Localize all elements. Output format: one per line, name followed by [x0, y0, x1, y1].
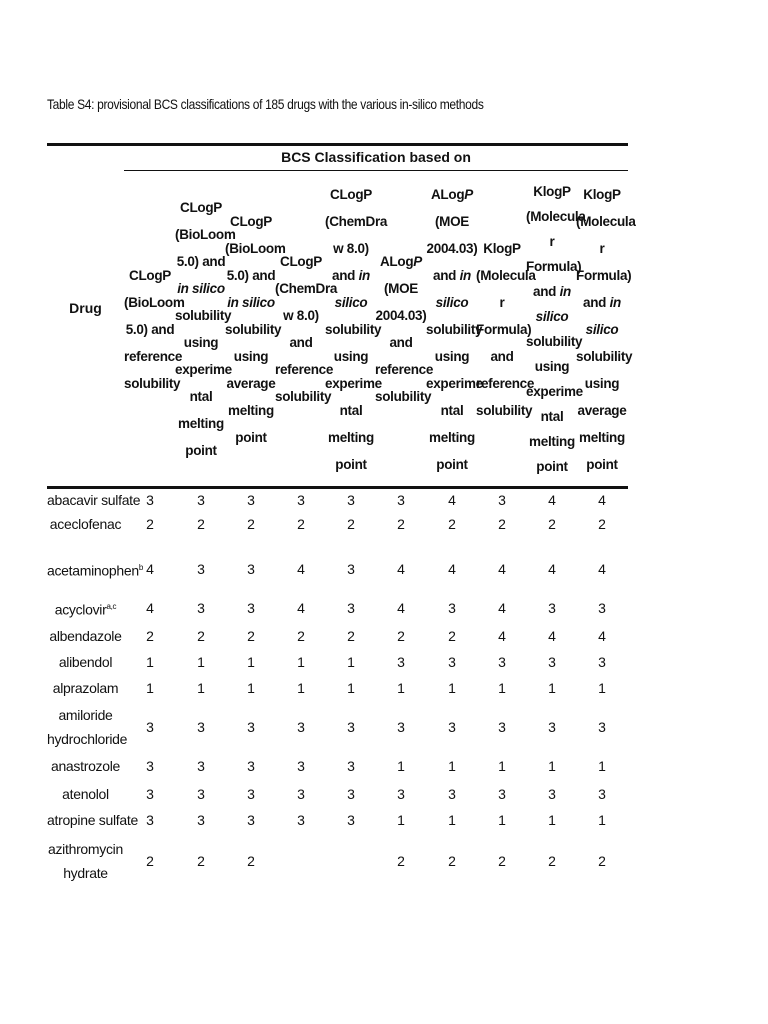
bcs-class-cell: 1 — [548, 680, 556, 696]
column-header-line: solubility — [225, 321, 282, 337]
drug-name-line: atropine sulfate — [47, 812, 138, 828]
column-header-line: Formula) — [576, 267, 632, 283]
column-header-line: average — [226, 375, 276, 391]
column-header-6 — [375, 172, 434, 486]
bcs-class-cell: 3 — [498, 719, 506, 735]
bcs-class-cell: 2 — [598, 853, 606, 869]
bcs-class-cell: 3 — [598, 786, 606, 802]
drug-name-line: albendazole — [49, 628, 122, 644]
bcs-class-cell: 3 — [347, 812, 355, 828]
column-header-line: 2004.03) — [375, 308, 427, 323]
bcs-class-cell: 2 — [498, 853, 506, 869]
bcs-class-cell: 1 — [498, 758, 506, 774]
column-header-line: and in — [533, 284, 571, 299]
bcs-class-cell: 1 — [397, 680, 405, 696]
bcs-class-cell: 1 — [247, 680, 255, 696]
bcs-class-cell: 1 — [448, 680, 456, 696]
column-header-line: melting — [529, 434, 575, 449]
bcs-class-cell: 2 — [448, 853, 456, 869]
bcs-class-cell: 3 — [247, 561, 255, 577]
bcs-class-cell: 2 — [548, 853, 556, 869]
column-header-line: solubility — [526, 334, 583, 349]
bcs-class-cell: 4 — [598, 628, 606, 644]
drug-name — [47, 550, 143, 588]
bcs-class-cell: 3 — [297, 786, 305, 802]
bcs-class-cell: 1 — [297, 680, 305, 696]
bcs-class-cell: 4 — [146, 561, 154, 577]
bcs-class-cell: 1 — [548, 812, 556, 828]
column-header-line: solubility — [275, 389, 332, 404]
bcs-class-cell: 3 — [247, 758, 255, 774]
bcs-class-cell: 3 — [197, 719, 205, 735]
column-header-line: (Molecula — [476, 267, 536, 283]
table-top-rule — [47, 143, 628, 146]
drug-name-line: acyclovir$^{a,c}$ — [54, 601, 117, 618]
column-header-line: CLogP — [280, 254, 322, 269]
column-header-line: ntal — [440, 402, 464, 418]
bcs-class-cell: 3 — [247, 600, 255, 616]
bcs-class-cell: 3 — [197, 600, 205, 616]
bcs-class-cell: 4 — [297, 600, 305, 616]
bcs-class-cell: 1 — [297, 654, 305, 670]
drug-name — [47, 487, 141, 513]
bcs-class-cell: 2 — [247, 853, 255, 869]
column-header-2 — [175, 172, 236, 486]
drug-name — [47, 649, 124, 675]
bcs-class-cell: 3 — [197, 561, 205, 577]
column-header-line: KlogP — [533, 184, 571, 199]
column-header-line: using — [333, 348, 369, 364]
column-header-line: and — [389, 335, 413, 350]
bcs-class-cell: 3 — [448, 786, 456, 802]
column-header-line: ntal — [540, 409, 564, 424]
bcs-class-cell: 3 — [197, 758, 205, 774]
bcs-class-cell: 3 — [146, 758, 154, 774]
bcs-class-cell: 1 — [548, 758, 556, 774]
bcs-class-cell — [331, 836, 371, 886]
column-header-line: solubility — [426, 321, 483, 337]
bcs-class-cell: 3 — [448, 719, 456, 735]
column-header-line: in silico — [227, 294, 275, 310]
bcs-class-cell: 3 — [498, 654, 506, 670]
column-header-line: (Molecula — [526, 209, 586, 224]
bcs-class-cell: 1 — [347, 680, 355, 696]
column-header-line: melting — [178, 416, 224, 431]
column-header-line: CLogP — [330, 186, 372, 202]
drug-name — [47, 704, 128, 750]
drug-name — [47, 836, 124, 886]
bcs-class-cell: 3 — [197, 812, 205, 828]
bcs-class-cell: 2 — [397, 516, 405, 532]
bcs-class-cell: 3 — [197, 492, 205, 508]
bcs-class-cell: 3 — [146, 719, 154, 735]
column-header-line: r — [549, 234, 555, 249]
bcs-class-cell: 4 — [397, 600, 405, 616]
column-header-line: and — [289, 335, 313, 350]
bcs-class-cell: 3 — [397, 654, 405, 670]
drug-name — [47, 781, 124, 807]
bcs-class-cell: 3 — [498, 786, 506, 802]
bcs-class-cell: 2 — [397, 853, 405, 869]
bcs-class-cell: 2 — [397, 628, 405, 644]
column-header-line: r — [499, 294, 505, 310]
bcs-class-cell: 4 — [548, 561, 556, 577]
bcs-class-cell: 3 — [347, 600, 355, 616]
column-header-line: reference — [375, 362, 434, 377]
column-header-line: (BioLoom — [225, 240, 286, 256]
bcs-class-cell: 3 — [397, 492, 405, 508]
column-header-line: using — [584, 375, 620, 391]
bcs-class-cell: 4 — [297, 561, 305, 577]
column-header-line: silico — [535, 309, 569, 324]
column-header-line: average — [577, 402, 627, 418]
column-header-line: experime — [175, 362, 232, 377]
bcs-class-cell: 3 — [146, 812, 154, 828]
bcs-class-cell: 4 — [448, 561, 456, 577]
bcs-class-cell: 2 — [197, 853, 205, 869]
bcs-class-cell: 2 — [297, 628, 305, 644]
bcs-class-cell: 4 — [146, 600, 154, 616]
bcs-class-cell: 2 — [448, 516, 456, 532]
column-header-9 — [526, 172, 586, 486]
bcs-class-cell: 3 — [347, 561, 355, 577]
drug-name-line: aceclofenac — [49, 516, 122, 532]
column-header-line: silico — [585, 321, 619, 337]
drug-name — [47, 675, 124, 701]
column-header-line: w 8.0) — [283, 308, 319, 323]
bcs-class-cell: 2 — [146, 628, 154, 644]
bcs-class-cell: 3 — [598, 600, 606, 616]
table-row — [47, 675, 628, 701]
table-row — [47, 623, 628, 649]
bcs-class-cell: 3 — [146, 492, 154, 508]
bcs-class-cell: 3 — [297, 719, 305, 735]
column-header-line: and in — [332, 267, 370, 283]
drug-name — [47, 511, 124, 537]
column-header-line: point — [335, 456, 367, 472]
bcs-class-cell: 3 — [347, 719, 355, 735]
bcs-class-cell: 3 — [347, 786, 355, 802]
column-header-line: solubility — [124, 375, 181, 391]
column-header-line: silico — [334, 294, 368, 310]
table-row — [47, 511, 628, 537]
column-header-line: experime — [526, 384, 583, 399]
bcs-class-cell: 3 — [247, 786, 255, 802]
column-header-line: point — [235, 429, 267, 445]
bcs-class-cell: 3 — [598, 719, 606, 735]
column-header-line: w 8.0) — [333, 240, 369, 256]
footnote-marker: b — [138, 562, 143, 572]
column-header-line: solubility — [576, 348, 633, 364]
bcs-class-cell: 2 — [297, 516, 305, 532]
column-header-1 — [124, 172, 185, 486]
bcs-class-cell: 4 — [548, 492, 556, 508]
drug-name — [47, 753, 124, 779]
bcs-class-cell: 1 — [397, 812, 405, 828]
bcs-class-cell: 2 — [598, 516, 606, 532]
column-header-line: solubility — [175, 308, 232, 323]
bcs-class-cell: 1 — [498, 812, 506, 828]
bcs-class-cell: 3 — [197, 786, 205, 802]
column-header-line: 5.0) and — [226, 267, 276, 283]
bcs-class-cell: 4 — [598, 492, 606, 508]
column-header-line: and in — [583, 294, 621, 310]
bcs-class-cell: 3 — [448, 654, 456, 670]
bcs-class-cell: 4 — [448, 492, 456, 508]
column-header-line: experime — [426, 375, 483, 391]
column-header-line: and — [490, 348, 514, 364]
column-header-line: (MOE — [383, 281, 419, 296]
bcs-class-cell — [281, 836, 321, 886]
column-header-line: reference — [124, 348, 183, 364]
column-header-line: 5.0) and — [125, 321, 175, 337]
bcs-class-cell: 3 — [347, 492, 355, 508]
table-row — [47, 836, 628, 886]
column-header-line: point — [586, 456, 618, 472]
drug-name-line: alprazolam — [52, 680, 119, 696]
column-header-line: point — [185, 443, 217, 458]
column-header-line: 2004.03) — [426, 240, 478, 256]
drug-name-line: atenolol — [62, 786, 109, 802]
column-header-line: CLogP — [129, 267, 171, 283]
bcs-class-cell: 3 — [548, 600, 556, 616]
column-header-line: solubility — [476, 402, 533, 418]
column-header-line: and in — [433, 267, 471, 283]
bcs-class-cell: 2 — [548, 516, 556, 532]
column-header-line: KlogP — [583, 186, 621, 202]
column-header-line: point — [436, 456, 468, 472]
column-header-line: Formula) — [526, 259, 582, 274]
table-row — [47, 550, 628, 588]
column-header-line: using — [233, 348, 269, 364]
bcs-class-cell: 1 — [146, 680, 154, 696]
bcs-class-cell: 2 — [197, 628, 205, 644]
bcs-class-cell: 2 — [448, 628, 456, 644]
bcs-class-cell: 3 — [247, 719, 255, 735]
column-header-3 — [225, 172, 286, 486]
group-header-rule — [124, 170, 628, 171]
column-header-line: reference — [275, 362, 334, 377]
group-header: BCS Classification based on — [281, 149, 471, 165]
bcs-class-cell: 3 — [297, 758, 305, 774]
column-header-line: ALogP — [379, 254, 422, 269]
bcs-class-cell: 1 — [197, 654, 205, 670]
drug-name-line: azithromycin — [48, 841, 123, 857]
bcs-class-cell: 1 — [598, 680, 606, 696]
bcs-class-cell: 3 — [247, 492, 255, 508]
bcs-class-cell: 2 — [347, 628, 355, 644]
bcs-class-cell: 3 — [397, 719, 405, 735]
column-header-line: in silico — [177, 281, 225, 296]
table-row — [47, 487, 628, 513]
column-header-4 — [275, 172, 338, 486]
column-header-line: Formula) — [476, 321, 532, 337]
column-header-line: melting — [328, 429, 374, 445]
bcs-class-cell: 1 — [498, 680, 506, 696]
column-header-line: experime — [325, 375, 382, 391]
column-header-line: ALogP — [430, 186, 473, 202]
bcs-class-cell: 4 — [498, 600, 506, 616]
drug-name — [47, 594, 124, 622]
drug-name — [47, 623, 124, 649]
drug-name-line: acetaminophen$^b$ — [47, 562, 143, 579]
bcs-class-cell: 3 — [548, 719, 556, 735]
bcs-class-cell: 1 — [247, 654, 255, 670]
table-row — [47, 753, 628, 779]
drug-name-line: alibendol — [58, 654, 113, 670]
bcs-class-cell: 4 — [548, 628, 556, 644]
footnote-marker: a,c — [106, 601, 117, 611]
drug-name-line: hydrochloride — [47, 731, 128, 747]
column-header-line: KlogP — [483, 240, 521, 256]
column-header-line: using — [434, 348, 470, 364]
bcs-class-cell: 2 — [146, 516, 154, 532]
table-row — [47, 807, 628, 833]
bcs-class-cell: 1 — [448, 812, 456, 828]
bcs-class-cell: 1 — [397, 758, 405, 774]
bcs-class-cell: 2 — [197, 516, 205, 532]
bcs-class-cell: 2 — [247, 516, 255, 532]
column-header-line: (ChemDra — [275, 281, 338, 296]
bcs-class-cell: 3 — [146, 786, 154, 802]
bcs-class-cell: 3 — [598, 654, 606, 670]
column-header-line: melting — [579, 429, 625, 445]
table-row — [47, 704, 628, 750]
column-header-line: r — [599, 240, 605, 256]
bcs-class-cell: 3 — [347, 758, 355, 774]
table-row — [47, 781, 628, 807]
bcs-class-cell: 1 — [598, 758, 606, 774]
bcs-class-cell: 3 — [548, 654, 556, 670]
column-header-line: silico — [435, 294, 469, 310]
column-header-line: reference — [476, 375, 535, 391]
bcs-class-cell: 1 — [197, 680, 205, 696]
bcs-class-cell: 3 — [297, 812, 305, 828]
bcs-class-cell: 4 — [498, 628, 506, 644]
bcs-class-cell: 2 — [247, 628, 255, 644]
column-header-line: solubility — [375, 389, 432, 404]
bcs-class-cell: 2 — [347, 516, 355, 532]
column-header-line: 5.0) and — [176, 254, 226, 269]
column-header-5 — [325, 172, 388, 486]
drug-name-line: abacavir sulfate — [47, 492, 141, 508]
bcs-class-cell: 3 — [498, 492, 506, 508]
bcs-class-cell: 4 — [498, 561, 506, 577]
column-header-line: solubility — [325, 321, 382, 337]
column-header-line: melting — [228, 402, 274, 418]
drug-name — [47, 807, 138, 833]
column-header-line: (Molecula — [576, 213, 636, 229]
bcs-class-cell: 2 — [146, 853, 154, 869]
column-header-line: using — [534, 359, 570, 374]
bcs-class-cell: 1 — [448, 758, 456, 774]
bcs-class-cell: 3 — [297, 492, 305, 508]
column-header-line: (ChemDra — [325, 213, 388, 229]
column-header-7 — [426, 172, 483, 486]
column-header-line: (BioLoom — [175, 227, 236, 242]
bcs-class-cell: 1 — [598, 812, 606, 828]
table-row — [47, 649, 628, 675]
column-header-10 — [576, 172, 636, 486]
bcs-class-cell: 4 — [598, 561, 606, 577]
bcs-class-cell: 3 — [548, 786, 556, 802]
column-header-line: point — [536, 459, 568, 474]
bcs-class-cell: 3 — [247, 812, 255, 828]
bcs-class-cell: 4 — [397, 561, 405, 577]
column-header-line: CLogP — [230, 213, 272, 229]
bcs-class-cell: 3 — [448, 600, 456, 616]
drug-name-line: hydrate — [63, 865, 108, 881]
table-caption: Table S4: provisional BCS classifications of 185 drugs with the various in-silico methods — [47, 96, 484, 112]
drug-name-line: anastrozole — [50, 758, 121, 774]
table-row — [47, 594, 628, 622]
column-header-line: using — [183, 335, 219, 350]
bcs-class-cell: 2 — [498, 516, 506, 532]
bcs-class-cell: 1 — [146, 654, 154, 670]
bcs-class-cell: 1 — [347, 654, 355, 670]
bcs-class-cell: 3 — [397, 786, 405, 802]
column-header-line: (MOE — [434, 213, 470, 229]
column-header-line: ntal — [189, 389, 213, 404]
column-header-line: CLogP — [180, 200, 222, 215]
column-header-line: melting — [429, 429, 475, 445]
column-header-line: (BioLoom — [124, 294, 185, 310]
column-header-line: ntal — [339, 402, 363, 418]
drug-column-header: Drug — [69, 300, 102, 316]
column-header-8 — [476, 172, 536, 486]
drug-name-line: amiloride — [58, 707, 113, 723]
